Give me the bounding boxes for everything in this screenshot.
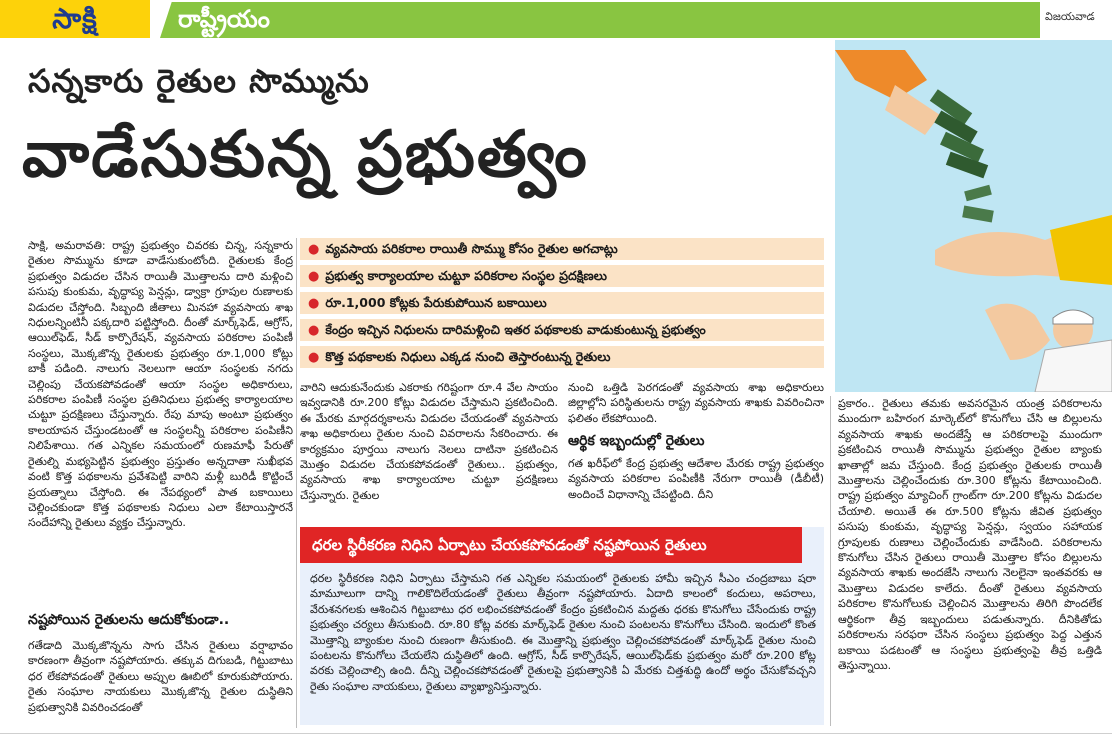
- article-paragraph: గతేడాది మొక్కజొన్నను సాగు చేసిన రైతులు వర్షాభావం కారణంగా తీవ్రంగా నష్టపోయారు. తక్కువ దిగుబడి, గిట్టుబాటు ధర లేకపోవడంతో రైతులు అప్పుల ఊబిలో కూరుకుపోయారు. రైతు సంఘాల నాయకులు మొక్కజొన్న రైతుల దుస్థితిని ప్రభుత్వానికి వివరించడంతో: [28, 639, 293, 714]
- bullet-icon: ●: [308, 323, 320, 338]
- article-column-1: [28, 238, 293, 531]
- subhead-2: ఆర్థిక ఇబ్బందుల్లో రైతులు: [568, 433, 705, 449]
- column-rule: [830, 396, 831, 726]
- highlight-item: ● ప్రభుత్వ కార్యాలయాల చుట్టూ పరికరాల సంస్థల ప్రదక్షిణలు: [300, 265, 824, 287]
- article-paragraph: వారిని ఆదుకునేందుకు ఎకరాకు గరిష్టంగా రూ.4 వేల సాయం ఇవ్వడానికి రూ.200 కోట్లు విడుదల చేస్తామని ప్రకటించింది. ఈ మేరకు మార్గదర్శకాలను విడుదల చేయడంతో వ్యవసాయ శాఖ అధికారులు రైతుల నుంచి వివరాలను సేకరించారు. ఈ కార్యక్రమం పూర్తయి నాలుగు నెలలు దాటినా ప్రకటించిన మొత్తం విడుదల చేయకపోవడంతో రైతులు.. ప్రభుత్వం, వ్యవసాయ శాఖ కార్యాలయాల చుట్టూ ప్రదక్షిణలు చేస్తున్నారు. రైతుల: [300, 381, 558, 502]
- article-column-4: [838, 396, 1102, 673]
- masthead: [0, 0, 1112, 38]
- newspaper-logo: సాక్షి: [52, 2, 98, 35]
- bottom-rule: [0, 733, 1112, 734]
- article-column-3b: [568, 456, 824, 502]
- article-paragraph: గత ఖరీఫ్‌లో కేంద్ర ప్రభుత్వ ఆదేశాల మేరకు రాష్ట్ర ప్రభుత్వం వ్యవసాయ పరికరాల పంపిణీకి నేరుగా రాయితీ (డీబీటీ) అందించే విధానాన్ని చేపట్టింది. దీని: [568, 457, 824, 501]
- column-rule: [296, 238, 297, 728]
- section-title: రాష్ట్రీయం: [178, 5, 270, 33]
- money-handout-illustration: [835, 40, 1112, 392]
- edition-label: విజయవాడ: [1045, 10, 1095, 23]
- highlight-item: ● కొత్త పథకాలకు నిధులు ఎక్కడ నుంచి తెస్తారంటున్న రైతులు: [300, 346, 824, 368]
- sub-story-headline: ధరల స్థిరీకరణ నిధిని ఏర్పాటు చేయకపోవడంతో నష్టపోయిన రైతులు: [300, 527, 802, 563]
- highlights-box: [300, 238, 824, 370]
- article-column-3: [568, 380, 824, 426]
- highlight-item: ● కేంద్రం ఇచ్చిన నిధులను దారిమళ్లించి ఇతర పథకాలకు వాడుకుంటున్న ప్రభుత్వం: [300, 319, 824, 341]
- section-bar: [160, 2, 1112, 38]
- highlight-item: ● వ్యవసాయ పరికరాల రాయితీ సొమ్ము కోసం రైతుల అగచాట్లు: [300, 238, 824, 260]
- article-paragraph: సాక్షి, అమరావతి: రాష్ట్ర ప్రభుత్వం చివరకు చిన్న, సన్నకారు రైతుల సొమ్మును కూడా వాడేసుకుంటోంది. రైతులకు కేంద్ర ప్రభుత్వం విడుదల చేసిన రాయితీ మొత్తాలను దారి మళ్లించి పసుపు కుంకుమ, వృద్ధాప్య పెన్షన్లు, డ్వాక్రా గ్రూపుల రుణాలకు విడుదల చేస్తోంది. సిబ్బంది జీతాలు మినహా వ్యవసాయ శాఖ నిధులన్నింటినీ పక్కదారి పట్టిస్తోంది. దీంతో మార్క్‌ఫెడ్, ఆగ్రోస్, ఆయిల్‌ఫెడ్, సీడ్ కార్పొరేషన్, వ్యవసాయ పరికరాల పంపిణీ సంస్థలు, మొక్కజొన్న రైతులకు ప్రభుత్వం రూ.1,000 కోట్లు బాకీ పడింది. నాలుగు నెలలుగా ఆయా సంస్థలకు నగదు చెల్లింపు చేయకపోవడంతో ఆయా సంస్థల అధికారులు, పరికరాల పంపిణీ సంస్థల ప్రతినిధులు ప్రభుత్వ కార్యాలయాల చుట్టూ ప్రదక్షిణలు చేస్తున్నారు. రేపు మాపు అంటూ ప్రభుత్వం కాలయాపన చేస్తుండటంతో ఆ సంస్థలన్నీ పరికరాల పంపిణీని నిలిపేశాయి. గత ఎన్నికల సమయంలో రుణమాఫీ పేరుతో రైతుల్ని మభ్యపెట్టిన ప్రభుత్వం ప్రస్తుతం అన్నదాతా సుఖీభవ వంటి కొత్త పథకాలను ప్రవేశపెట్టి వారిని మళ్లీ బురిడీ కొట్టించే ప్రయత్నాలు చేస్తోంది. ఈ నేపథ్యంలో పాత బకాయిలు చెల్లించకుండా కొత్త పథకాలకు నిధులు ఎలా కేటాయిస్తారనే సందేహాన్ని రైతులు వ్యక్తం చేస్తున్నారు.: [28, 239, 293, 530]
- sub-story-body: ధరల స్థిరీకరణ నిధిని ఏర్పాటు చేస్తామని గత ఎన్నికల సమయంలో రైతులకు హామీ ఇచ్చిన సీఎం చంద్రబాబు షరా మామూలుగా దాన్ని గాలికొదిలేయడంతో రైతులు తీవ్రంగా నష్టపోయారు. ఏదాది కాలంలో కందులు, అపరాలు, వేరుశనగలకు ఆశించిన గిట్టుబాటు ధర లభించకపోవడంతో కేంద్రం ప్రకటించిన మద్దతు ధరకు కొనుగోలు చేసేందుకు రాష్ట్ర ప్రభుత్వం చర్యలు తీసుకుంది. రూ.80 కోట్ల వరకు మార్క్‌ఫెడ్ రైతుల నుంచి పంటలను కొనుగోలు చేసింది. ఇందులో కొంత మొత్తాన్ని బ్యాంకుల నుంచి రుణంగా తీసుకుంది. ఈ మొత్తాన్ని ప్రభుత్వం చెల్లించకపోవడంతో మార్క్‌ఫెడ్ రైతుల నుంచి పంటలను కొనుగోలు చేయలేని దుస్థితిలో ఉంది. ఆగ్రోస్, సీడ్ కార్పొరేషన్, ఆయిల్‌ఫెడ్‌కు ప్రభుత్వం మరో రూ.200 కోట్ల వరకు చెల్లించాల్సి ఉంది. దీన్ని చెల్లించకపోవడంతో రైతులపై ప్రభుత్వానికి ఏ మేరకు చిత్తశుద్ధి ఉందో అర్థం చేసుకోవచ్చని రైతు సంఘాల నాయకులు, రైతులు వ్యాఖ్యానిస్తున్నారు.: [310, 572, 816, 693]
- subhead-1: నష్టపోయిన రైతులను ఆదుకోకుండా..: [28, 612, 230, 628]
- bullet-icon: ●: [308, 296, 320, 311]
- bullet-icon: ●: [308, 242, 320, 257]
- article-paragraph: ప్రకారం.. రైతులు తమకు అవసరమైన యంత్ర పరికరాలను ముందుగా బహిరంగ మార్కెట్‌లో కొనుగోలు చేసి ఆ బిల్లులను వ్యవసాయ శాఖకు అందజేస్తే ఆ పరికరాలపై ముందుగా ప్రకటించిన రాయితీ సొమ్మును ప్రభుత్వం రైతుల బ్యాంకు ఖాతాల్లో జమ చేస్తుంది. కేంద్ర ప్రభుత్వం రైతులకు రాయితీ మొత్తాలను చెల్లించేందుకు రూ.300 కోట్లను కేటాయించింది. రాష్ట్ర ప్రభుత్వం మ్యాచింగ్ గ్రాంట్‌గా రూ.200 కోట్లను విడుదల చేయాలి. అయితే ఈ రూ.500 కోట్లను జీవిత ప్రభుత్వం పసుపు కుంకుమ, వృద్ధాప్య పెన్షన్లు, స్వయం సహాయక గ్రూపులకు రుణాలు చెల్లించేందుకు వాడేసింది. పరికరాలను కొనుగోలు చేసిన రైతులు రాయితీ మొత్తాల కోసం బిల్లులను వ్యవసాయ శాఖకు అందజేసి నాలుగు నెలలైనా ఇంతవరకు ఆ మొత్తాలు విడుదల కాలేదు. దీంతో రైతులు వ్యవసాయ పరికరాల కొనుగోలుకు చెల్లించిన మొత్తాలను తిరిగి పొందలేక ఆర్థికంగా తీవ్ర ఇబ్బందులు పడుతున్నారు. దీనికితోడు పరికరాలను సరఫరా చేసిన సంస్థలు ప్రభుత్వం పెద్ద ఎత్తున బకాయి పడటంతో ఆ సంస్థలు ప్రభుత్వంపై తీవ్ర ఒత్తిడి తెస్తున్నాయి.: [838, 397, 1102, 672]
- article-paragraph: నుంచి ఒత్తిడి పెరగడంతో వ్యవసాయ శాఖ అధికారులు జిల్లాల్లోని పరిస్థితులను రాష్ట్ర వ్యవసాయ శాఖకు వివరించినా ఫలితం లేకపోయింది.: [568, 381, 824, 425]
- headline-kicker: సన్నకారు రైతుల సొమ్మును: [28, 62, 370, 100]
- article-column-2: [300, 380, 558, 503]
- highlight-item: ● రూ.1,000 కోట్లకు పేరుకుపోయిన బకాయిలు: [300, 292, 824, 314]
- bullet-icon: ●: [308, 269, 320, 284]
- bullet-icon: ●: [308, 350, 320, 365]
- headline-main: వాడేసుకున్న ప్రభుత్వం: [22, 118, 589, 192]
- article-column-1b: [28, 638, 293, 715]
